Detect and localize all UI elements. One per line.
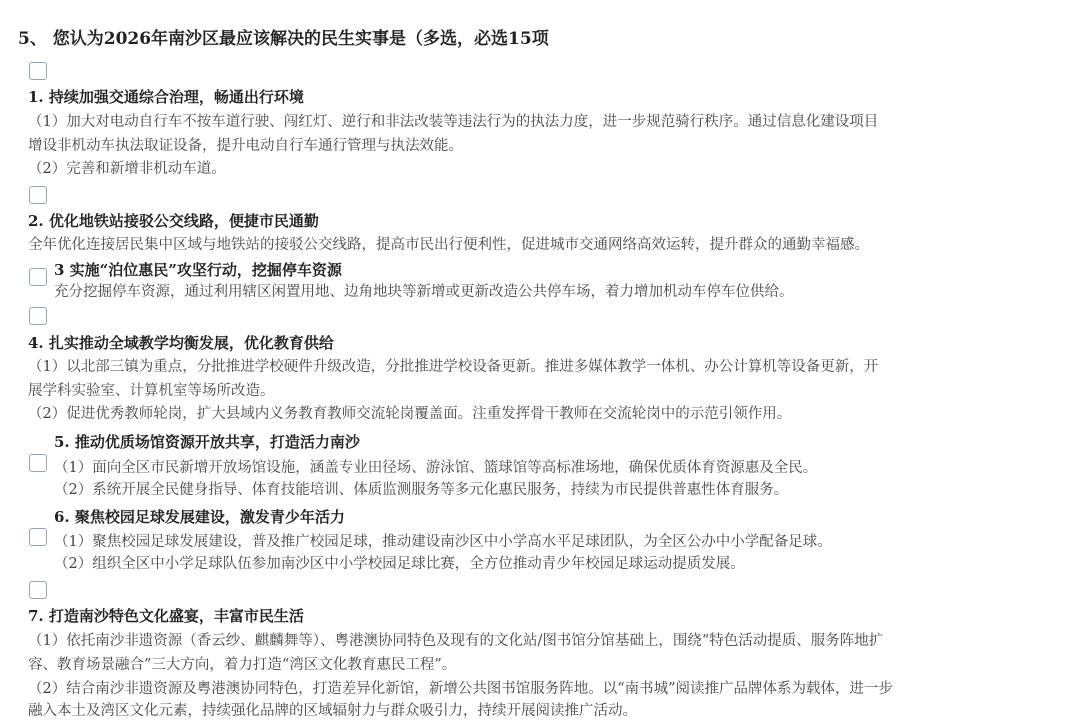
option-5-checkbox[interactable] xyxy=(29,454,47,472)
option-3-checkbox[interactable] xyxy=(29,268,47,286)
option-4-line-3: （2）促进优秀教师轮岗，扩大县域内义务教育教师交流轮岗覆盖面。注重发挥骨干教师在交流轮岗中的示范引领作用。 xyxy=(28,406,792,422)
option-4-checkbox[interactable] xyxy=(29,307,47,325)
option-3-line-1: 充分挖掘停车资源，通过利用辖区闲置用地、边角地块等新增或更新改造公共停车场，着力增加机动车停车位供给。 xyxy=(54,284,794,300)
option-7-line-3: （2）结合南沙非遗资源及粤港澳协同特色，打造差异化新馆，新增公共图书馆服务阵地。以“南书城”阅读推广品牌体系为载体，进一步 xyxy=(28,681,894,697)
option-1-line-3: （2）完善和新增非机动车道。 xyxy=(28,161,226,177)
option-6-checkbox[interactable] xyxy=(29,528,47,546)
option-5-line-2: （2）系统开展全民健身指导、体育技能培训、体质监测服务等多元化惠民服务，持续为市民提供普惠性体育服务。 xyxy=(54,482,789,498)
option-2-title: 2. 优化地铁站接驳公交线路，便捷市民通勤 xyxy=(28,212,319,230)
option-5-line-1: （1）面向全区市民新增开放场馆设施，涵盖专业田径场、游泳馆、篮球馆等高标准场地，确保优质体育资源惠及全民。 xyxy=(54,460,818,476)
title-fade-overlay xyxy=(574,24,644,48)
option-1-line-1: （1）加大对电动自行车不按车道行驶、闯红灯、逆行和非法改装等违法行为的执法力度，进一步规范骑行秩序。通过信息化建设项目 xyxy=(28,114,879,130)
option-7-line-2: 容、教育场景融合”三大方向，着力打造“湾区文化教育惠民工程”。 xyxy=(28,657,457,673)
option-3-title: 3 实施“泊位惠民”攻坚行动，挖掘停车资源 xyxy=(54,261,342,279)
option-2-checkbox[interactable] xyxy=(29,186,47,204)
option-2-line-1: 全年优化连接居民集中区域与地铁站的接驳公交线路，提高市民出行便利性，促进城市交通网络高效运转，提升群众的通勤幸福感。 xyxy=(28,237,869,253)
option-6-line-2: （2）组织全区中小学足球队伍参加南沙区中小学校园足球比赛，全方位推动青少年校园足球运动提质发展。 xyxy=(54,556,745,572)
option-1-title: 1. 持续加强交通综合治理，畅通出行环境 xyxy=(28,88,304,106)
option-6-line-1: （1）聚焦校园足球发展建设，普及推广校园足球，推动建设南沙区中小学高水平足球团队，为全区公办中小学配备足球。 xyxy=(54,534,832,550)
option-7-line-4: 融入本土及湾区文化元素，持续强化品牌的区域辐射力与群众吸引力，持续开展阅读推广活动。 xyxy=(28,703,637,719)
option-7-line-1: （1）依托南沙非遗资源（香云纱、麒麟舞等）、粤港澳协同特色及现有的文化站/图书馆分馆基础上，围绕“特色活动提质、服务阵地扩 xyxy=(28,633,884,649)
option-6-title: 6. 聚焦校园足球发展建设，激发青少年活力 xyxy=(54,508,345,526)
question-title: 5、 您认为2026年南沙区最应该解决的民生实事是（多选，必选15项 xyxy=(18,29,549,49)
option-4-title: 4. 扎实推动全域教学均衡发展，优化教育供给 xyxy=(28,334,334,352)
option-5-title: 5. 推动优质场馆资源开放共享，打造活力南沙 xyxy=(54,433,360,451)
option-7-checkbox[interactable] xyxy=(29,581,47,599)
option-7-title: 7. 打造南沙特色文化盛宴，丰富市民生活 xyxy=(28,607,304,625)
option-1-checkbox[interactable] xyxy=(29,62,47,80)
option-1-line-2: 增设非机动车执法取证设备，提升电动自行车通行管理与执法效能。 xyxy=(28,138,463,154)
option-4-line-2: 展学科实验室、计算机室等场所改造。 xyxy=(28,383,275,399)
option-4-line-1: （1）以北部三镇为重点，分批推进学校硬件升级改造，分批推进学校设备更新。推进多媒体教学一体机、办公计算机等设备更新，开 xyxy=(28,359,879,375)
